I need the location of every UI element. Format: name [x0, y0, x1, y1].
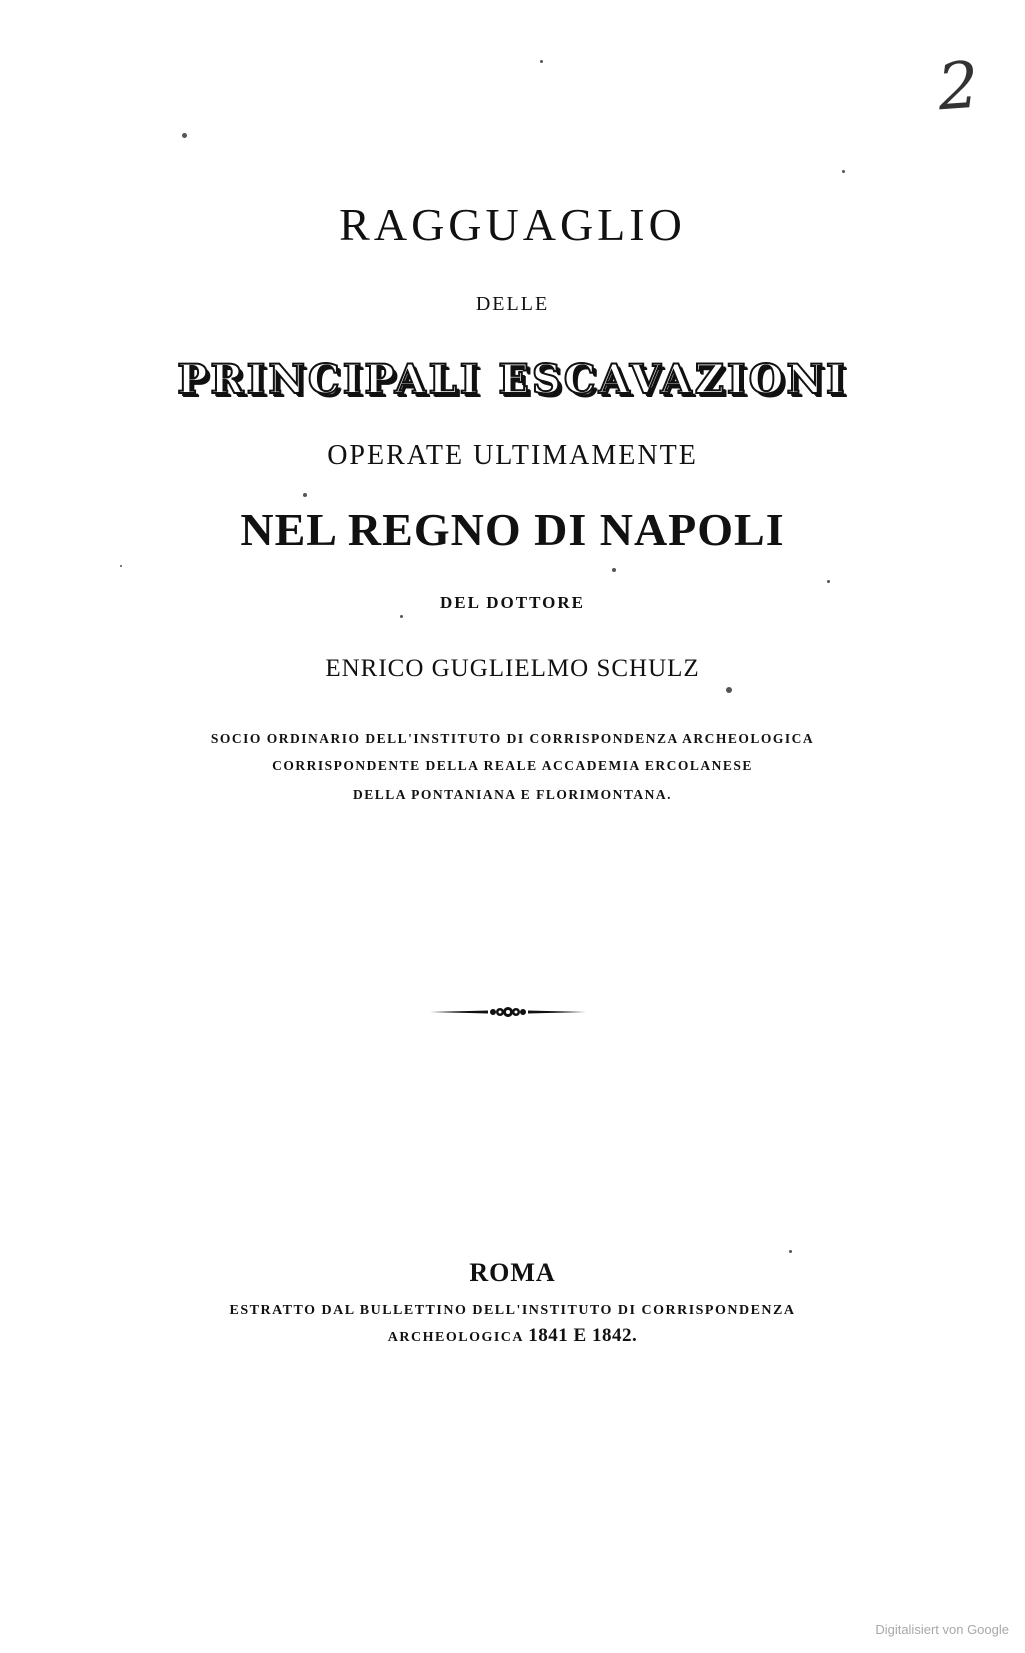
scan-speck — [726, 687, 732, 693]
title-decorated: PRINCIPALI ESCAVAZIONI — [177, 356, 848, 403]
scan-speck — [789, 1250, 792, 1253]
scan-speck — [182, 133, 187, 138]
author-prefix: DEL DOTTORE — [440, 593, 585, 612]
scan-speck — [120, 565, 122, 567]
scan-speck — [540, 60, 543, 63]
title-region: NEL REGNO DI NAPOLI — [240, 504, 785, 555]
imprint-extract-line: ESTRATTO DAL BULLETTINO DELL'INSTITUTO DI CORRISPONDENZA — [229, 1303, 796, 1318]
imprint-place: ROMA — [469, 1258, 556, 1287]
ornamental-rule — [428, 1005, 588, 1019]
digitization-watermark: Digitalisiert von Google — [875, 1622, 1009, 1637]
author-credential: DELLA PONTANIANA E FLORIMONTANA. — [352, 787, 673, 802]
imprint-journal: ARCHEOLOGICA — [387, 1330, 524, 1345]
scan-speck — [827, 580, 830, 583]
handwritten-shelfmark: 2 — [935, 48, 982, 126]
author-name: ENRICO GUGLIELMO SCHULZ — [325, 655, 700, 682]
imprint-extract-line-2 — [0, 1325, 1025, 1347]
title-connector: DELLE — [475, 293, 550, 315]
title-main: RAGGUAGLIO — [339, 199, 686, 250]
scan-speck — [612, 568, 616, 572]
scan-speck — [303, 493, 307, 497]
author-credential: SOCIO ORDINARIO DELL'INSTITUTO DI CORRISPONDENZA ARCHEOLOGICA — [210, 731, 815, 746]
title-subtitle: OPERATE ULTIMAMENTE — [327, 440, 698, 471]
scan-speck — [400, 615, 403, 618]
scan-speck — [842, 170, 845, 173]
imprint-years: 1841 E 1842. — [528, 1325, 638, 1346]
author-credential: CORRISPONDENTE DELLA REALE ACCADEMIA ERCOLANESE — [272, 758, 753, 773]
